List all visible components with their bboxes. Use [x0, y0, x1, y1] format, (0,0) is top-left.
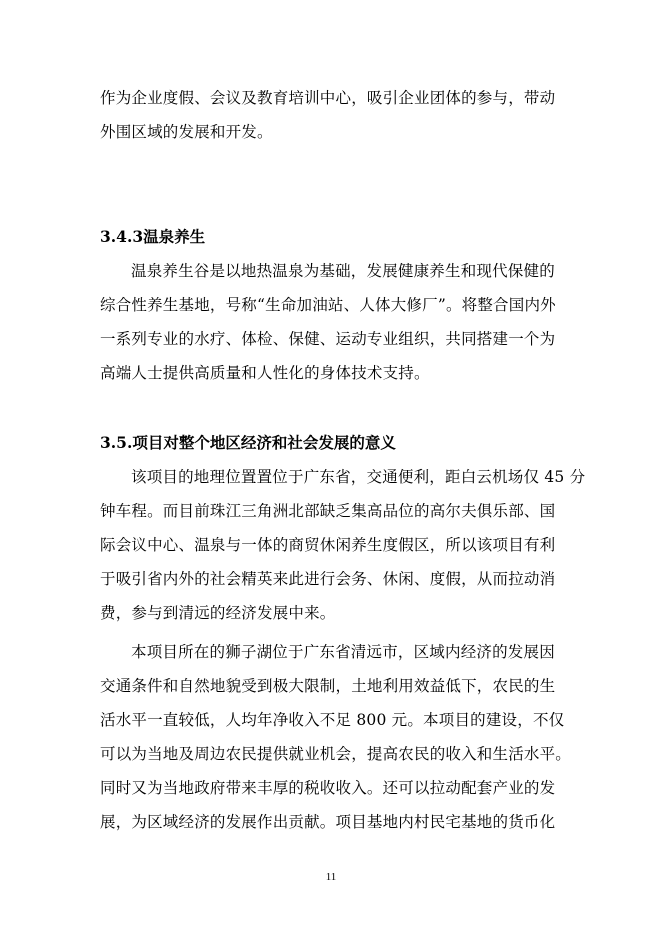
section-343-line-4: 高端人士提供高质量和人性化的身体技术支持。 [100, 364, 430, 382]
section-35-p1-line-1: 该项目的地理位置置位于广东省，交通便利，距白云机场仅 45 分 [131, 468, 586, 486]
section-35-p2-line-1: 本项目所在的狮子湖位于广东省清远市，区域内经济的发展因 [131, 643, 555, 661]
section-heading-3-5: 3.5.项目对整个地区经济和社会发展的意义 [100, 433, 396, 452]
page-number: 11 [325, 871, 337, 883]
section-343-line-3: 一系列专业的水疗、体检、保健、运动专业组织，共同搭建一个为 [100, 330, 556, 348]
section-35-p2-line-6: 展，为区域经济的发展作出贡献。项目基地内村民宅基地的货币化 [100, 813, 556, 831]
section-35-p2-line-5: 同时又为当地政府带来丰厚的税收收入。还可以拉动配套产业的发 [100, 779, 556, 797]
section-35-p1-line-4: 于吸引省内外的社会精英来此进行会务、休闲、度假，从而拉动消 [100, 570, 556, 588]
section-35-p2-line-4: 可以为当地及周边农民提供就业机会，提高农民的收入和生活水平。 [100, 745, 572, 763]
section-35-p2-line-3: 活水平一直较低，人均年净收入不足 800 元。本项目的建设，不仅 [100, 711, 565, 729]
section-35-p2-line-2: 交通条件和自然地貌受到极大限制，土地利用效益低下，农民的生 [100, 677, 556, 695]
section-heading-3-4-3: 3.4.3温泉养生 [100, 227, 206, 246]
section-35-p1-line-2: 钟车程。而目前珠江三角洲北部缺乏集高品位的高尔夫俱乐部、国 [100, 502, 556, 520]
section-35-p1-line-3: 际会议中心、温泉与一体的商贸休闲养生度假区，所以该项目有利 [100, 536, 556, 554]
section-35-p1-line-5: 费，参与到清远的经济发展中来。 [100, 604, 336, 622]
intro-line-1: 作为企业度假、会议及教育培训中心，吸引企业团体的参与，带动 [100, 89, 556, 107]
section-343-line-1: 温泉养生谷是以地热温泉为基础，发展健康养生和现代保健的 [131, 262, 555, 280]
intro-line-2: 外围区域的发展和开发。 [100, 123, 273, 141]
section-343-line-2: 综合性养生基地，号称“生命加油站、人体大修厂”。将整合国内外 [100, 296, 556, 314]
